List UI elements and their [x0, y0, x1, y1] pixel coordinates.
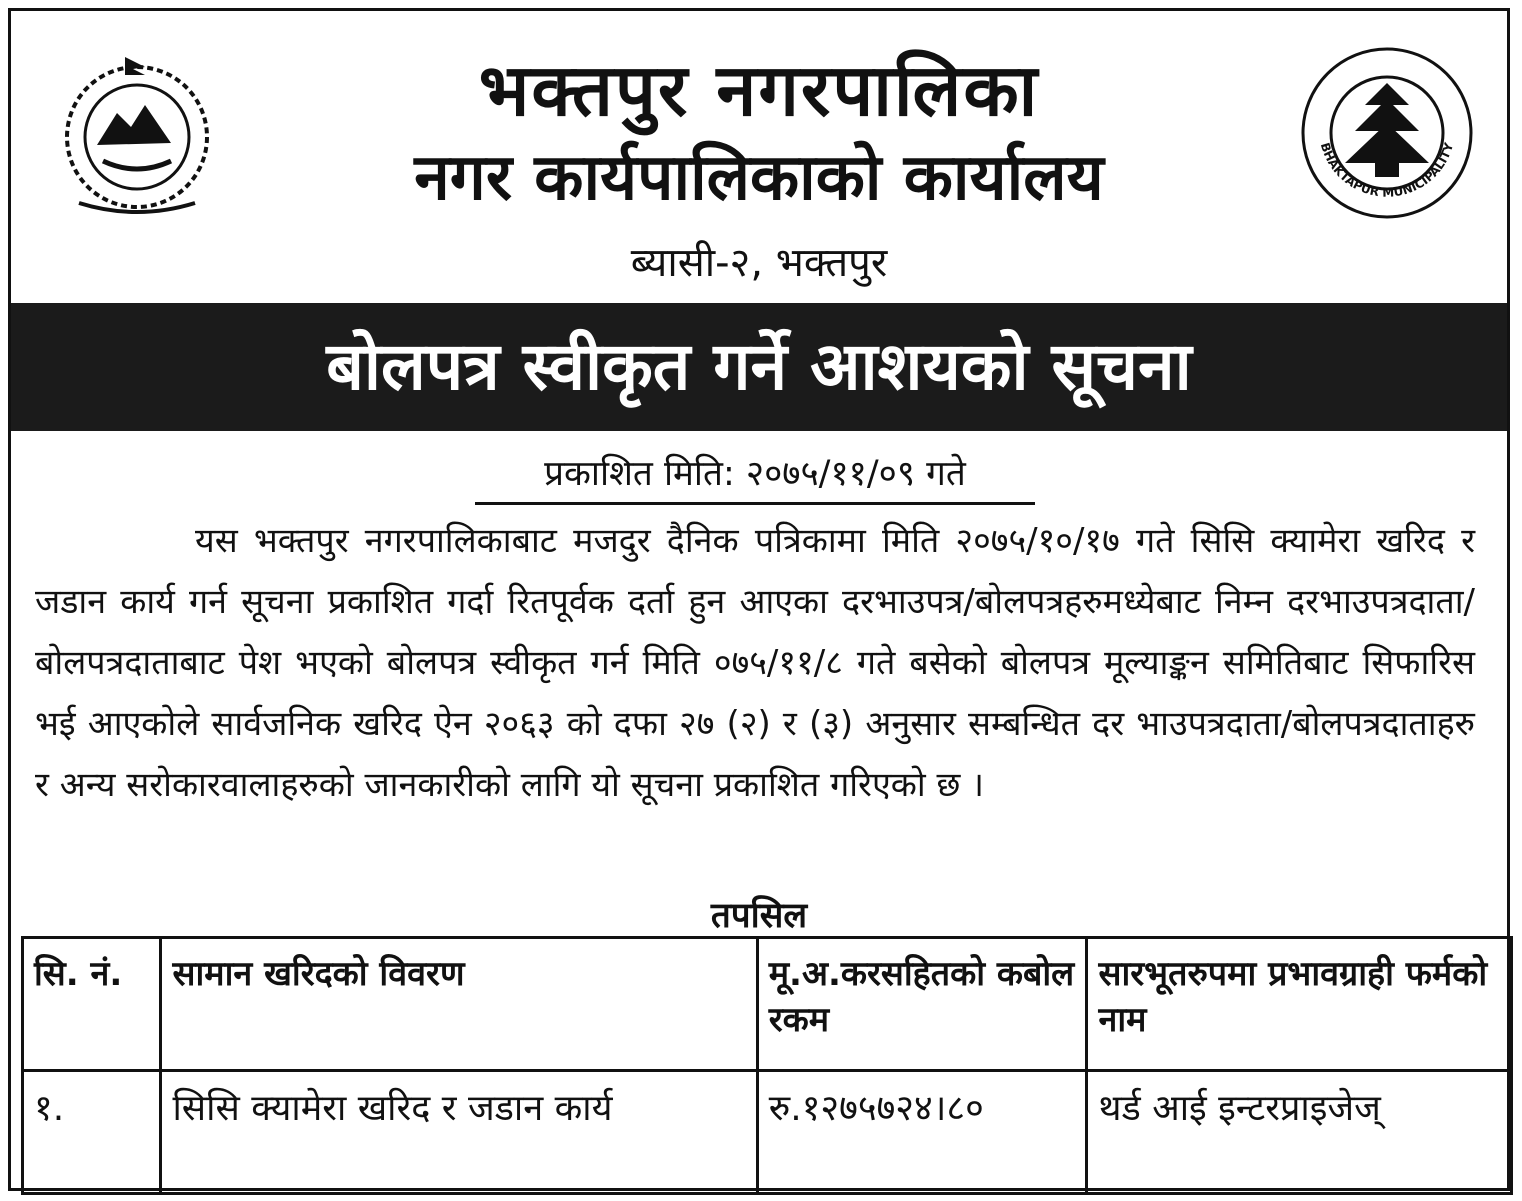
notice-frame	[8, 8, 1510, 1191]
office-address: ब्यासी-२, भक्तपुर	[630, 240, 888, 286]
table-header-row	[23, 938, 1512, 1071]
cell-firm-name: थर्ड आई इन्टरप्राइजेज्	[1087, 1071, 1512, 1194]
header	[11, 11, 1507, 303]
cell-bid-amount: रु.१२७५७२४।८०	[757, 1071, 1087, 1194]
cell-serial-no: १.	[23, 1071, 161, 1194]
office-subtitle: नगर कार्यपालिकाको कार्यालय	[414, 141, 1104, 215]
header-firm-name: सारभूतरुपमा प्रभावग्राही फर्मको नाम	[1087, 938, 1512, 1071]
cell-item-description: सिसि क्यामेरा खरिद र जडान कार्य	[161, 1071, 757, 1194]
award-table	[21, 936, 1513, 1195]
publication-date: प्रकाशित मिति: २०७५/११/०९ गते	[475, 449, 1035, 505]
notice-title-banner: बोलपत्र स्वीकृत गर्ने आशयको सूचना	[11, 303, 1507, 431]
header-bid-amount: मू.अ.करसहितको कबोल रकम	[757, 938, 1087, 1071]
notice-body: यस भक्तपुर नगरपालिकाबाट मजदुर दैनिक पत्रिकामा मिति २०७५/१०/१७ गते सिसि क्यामेरा खरिद र जडान कार्य गर्न सूचना प्रकाशित गर्दा रितपूर्वक दर्ता हुन आएका दरभाउपत्र/बोलपत्रहरुमध्येबाट निम्न दरभाउपत्रदाता/बोलपत्रदाताबाट पेश भएको बोलपत्र स्वीकृत गर्न मिति ०७५/११/८ गते बसेको बोलपत्र मूल्याङ्कन समितिबाट सिफारिस भई आएकोले सार्वजनिक खरिद ऐन २०६३ को दफा २७ (२) र (३) अनुसार सम्बन्धित दर भाउपत्रदाता/बोलपत्रदाताहरु र अन्य सरोकारवालाहरुको जानकारीको लागि यो सूचना प्रकाशित गरिएको छ ।	[35, 521, 1475, 805]
schedule-heading: तपसिल	[710, 896, 808, 936]
office-title: भक्तपुर नगरपालिका	[478, 48, 1040, 132]
logo-text: BHAKTAPUR MUNICIPALITY	[1317, 141, 1457, 200]
header-serial-no: सि. नं.	[23, 938, 161, 1071]
header-item-description: सामान खरिदको विवरण	[161, 938, 757, 1071]
municipality-logo-icon	[1299, 45, 1475, 221]
table-row	[23, 1071, 1512, 1194]
